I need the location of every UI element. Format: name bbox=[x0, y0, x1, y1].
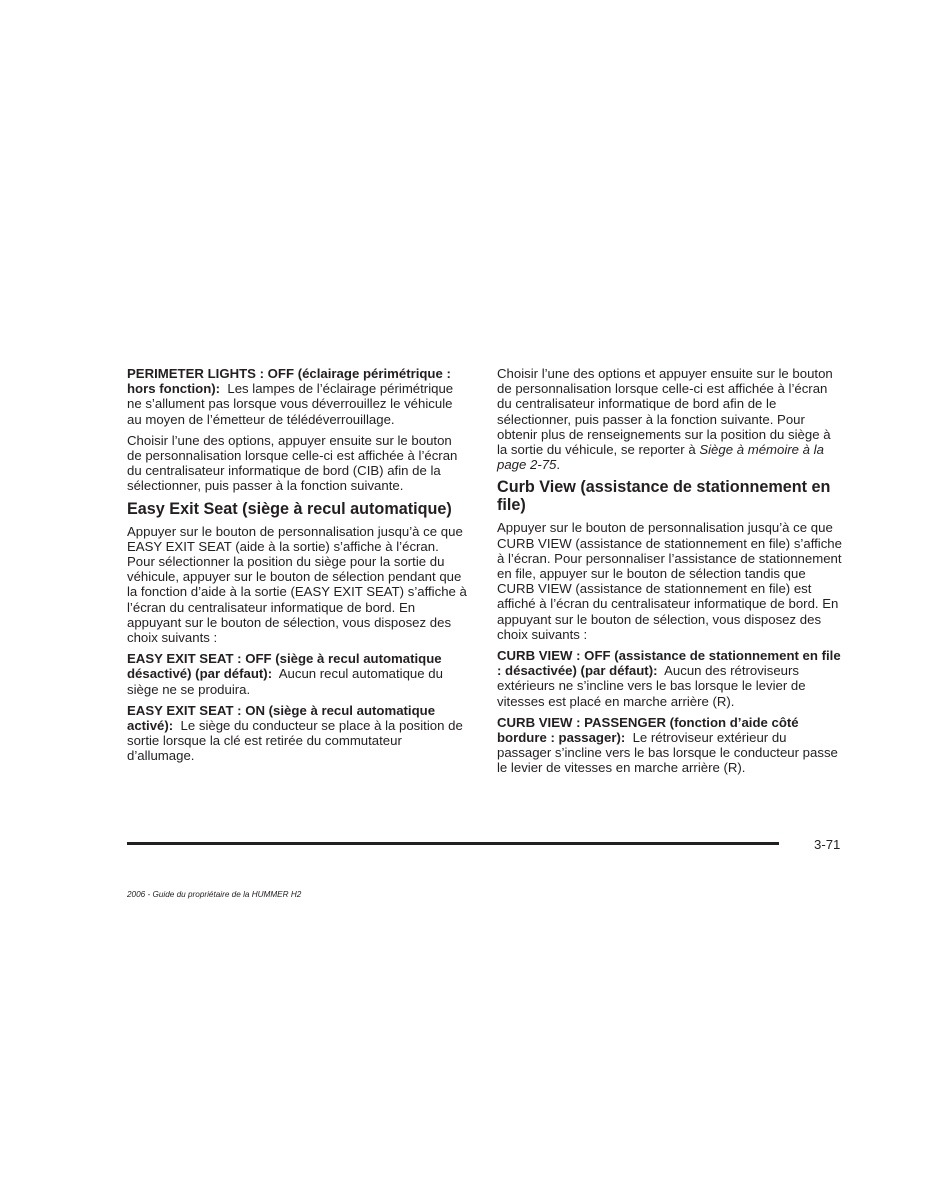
curb-view-off-paragraph bbox=[497, 648, 843, 709]
curb-view-passenger-text: Le rétroviseur extérieur du passager s’incline vers le bas lorsque le conducteur passe le levier de vitesses en marche arrière (R). bbox=[497, 730, 838, 776]
choose-option-memory-text: Choisir l’une des options et appuyer ensuite sur le bouton de personnalisation lorsque celle-ci est affichée à l’écran du centralisateur informatique de bord afin de le sélectionner, puis passer à la fonction suivante. Pour obtenir plus de renseignements sur la position du siège à la sortie du véhicule, se reporter à bbox=[497, 366, 833, 458]
memory-seat-reference-link[interactable]: Siège à mémoire à la page 2-75 bbox=[497, 442, 824, 473]
curb-view-passenger-paragraph bbox=[497, 715, 843, 776]
easy-exit-on-paragraph bbox=[127, 703, 467, 764]
curb-view-off-text: Aucun des rétroviseurs extérieurs ne s’incline vers le bas lorsque le levier de vitesses est placé en marche arrière (R). bbox=[497, 663, 806, 709]
right-column bbox=[497, 366, 843, 782]
perimeter-lights-text: Les lampes de l’éclairage périmétrique ne s’allument pas lorsque vous déverrouillez le véhicule au moyen de l’émetteur de télédéverrouillage. bbox=[127, 381, 454, 427]
left-column bbox=[127, 366, 467, 770]
curb-view-passenger-title: CURB VIEW : PASSENGER (fonction d’aide côté bordure : passager): bbox=[497, 714, 799, 746]
easy-exit-off-paragraph bbox=[127, 651, 467, 697]
curb-view-intro: Appuyer sur le bouton de personnalisation jusqu’à ce que CURB VIEW (assistance de stationnement en file) s’affiche à l’écran. Pour personnaliser l’assistance de stationnement en file, appuyer sur le bouton de sélection tandis que CURB VIEW (assistance de stationnement en file) est affiché à l’écran du centralisateur informatique de bord. En appuyant sur le bouton de sélection, vous disposez des choix suivants : bbox=[497, 520, 842, 642]
easy-exit-off-title: EASY EXIT SEAT : OFF (siège à recul automatique désactivé) (par défaut): bbox=[127, 651, 442, 682]
choose-option-memory-paragraph bbox=[497, 366, 843, 472]
choose-option-paragraph: Choisir l’une des options, appuyer ensuite sur le bouton de personnalisation lorsque celle-ci est affichée à l’écran du centralisateur informatique de bord (CIB) afin de la sélectionner, puis passer à la fonction suivante. bbox=[127, 432, 458, 494]
page-divider-rule bbox=[127, 842, 779, 845]
footer-text: 2006 - Guide du propriétaire de la HUMMER H2 bbox=[127, 890, 302, 899]
page-number: 3-71 bbox=[814, 837, 841, 852]
memory-paragraph-end: . bbox=[556, 457, 561, 473]
perimeter-lights-paragraph bbox=[127, 366, 467, 427]
perimeter-lights-title: PERIMETER LIGHTS : OFF (éclairage périmétrique : hors fonction): bbox=[127, 366, 451, 397]
easy-exit-seat-heading: Easy Exit Seat (siège à recul automatique) bbox=[127, 499, 452, 518]
easy-exit-seat-intro: Appuyer sur le bouton de personnalisation jusqu’à ce que EASY EXIT SEAT (aide à la sortie) s’affiche à l’écran. Pour sélectionner la position du siège pour la sortie du véhicule, appuyer sur le bouton de sélection pendant que la fonction d’aide à la sortie (EASY EXIT SEAT) s’affiche à l’écran du centralisateur informatique de bord. En appuyant sur le bouton de sélection, vous disposez des choix suivants : bbox=[127, 523, 467, 646]
curb-view-off-title: CURB VIEW : OFF (assistance de stationnement en file : désactivée) (par défaut): bbox=[497, 648, 841, 679]
easy-exit-off-text: Aucun recul automatique du siège ne se produira. bbox=[127, 666, 443, 697]
easy-exit-on-text: Le siège du conducteur se place à la position de sortie lorsque la clé est retirée du commutateur d’allumage. bbox=[127, 718, 463, 764]
easy-exit-on-title: EASY EXIT SEAT : ON (siège à recul automatique activé): bbox=[127, 702, 436, 734]
curb-view-heading: Curb View (assistance de stationnement en file) bbox=[497, 478, 831, 515]
